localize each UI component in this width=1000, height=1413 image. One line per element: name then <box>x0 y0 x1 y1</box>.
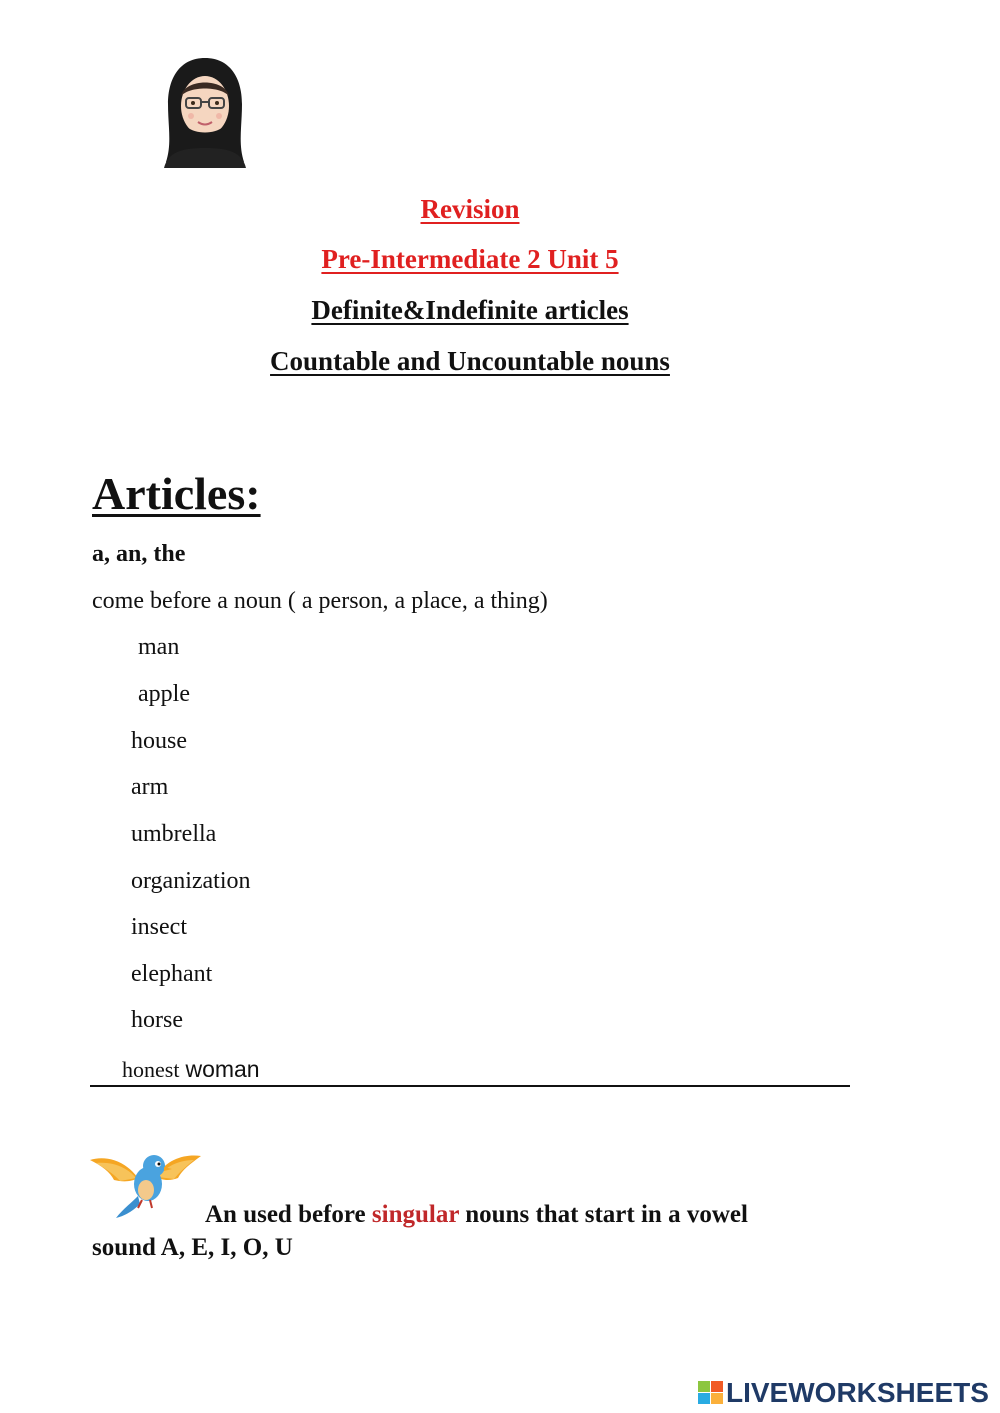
word-part: honest <box>122 1057 180 1082</box>
teacher-avatar-illustration <box>160 56 250 168</box>
word-item: apple <box>138 681 190 707</box>
word-item-last <box>122 1053 260 1086</box>
title-articles-topic: Definite&Indefinite articles <box>311 295 629 325</box>
section-heading: Articles: <box>92 468 261 519</box>
title-revision: Revision <box>420 194 520 224</box>
word-item: horse <box>131 1007 183 1033</box>
word-item: arm <box>131 774 169 800</box>
articles-list: a, an, the <box>92 541 186 567</box>
word-item: house <box>131 728 187 754</box>
liveworksheets-brand-text: LIVEWORKSHEETS <box>726 1377 989 1408</box>
word-part: woman <box>185 1056 260 1082</box>
bird-illustration <box>88 1148 203 1223</box>
rule-suffix: nouns that start in a vowel <box>459 1201 748 1228</box>
intro-text: come before a noun ( a person, a place, a thing) <box>92 588 548 614</box>
rule-text-line2: sound A, E, I, O, U <box>92 1234 293 1261</box>
word-item: elephant <box>131 961 213 987</box>
word-item: umbrella <box>131 821 217 847</box>
rule-keyword: singular <box>371 1201 459 1228</box>
title-unit: Pre-Intermediate 2 Unit 5 <box>321 244 619 274</box>
rule-text <box>205 1199 748 1231</box>
rule-prefix: An used before <box>205 1201 372 1228</box>
divider-line <box>90 1085 850 1087</box>
liveworksheets-logo-mark-icon <box>698 1381 724 1405</box>
title-nouns-topic: Countable and Uncountable nouns <box>270 346 670 376</box>
liveworksheets-logo <box>698 1378 989 1408</box>
word-item: organization <box>131 868 251 894</box>
word-item: insect <box>131 914 187 940</box>
word-item: man <box>138 634 180 660</box>
